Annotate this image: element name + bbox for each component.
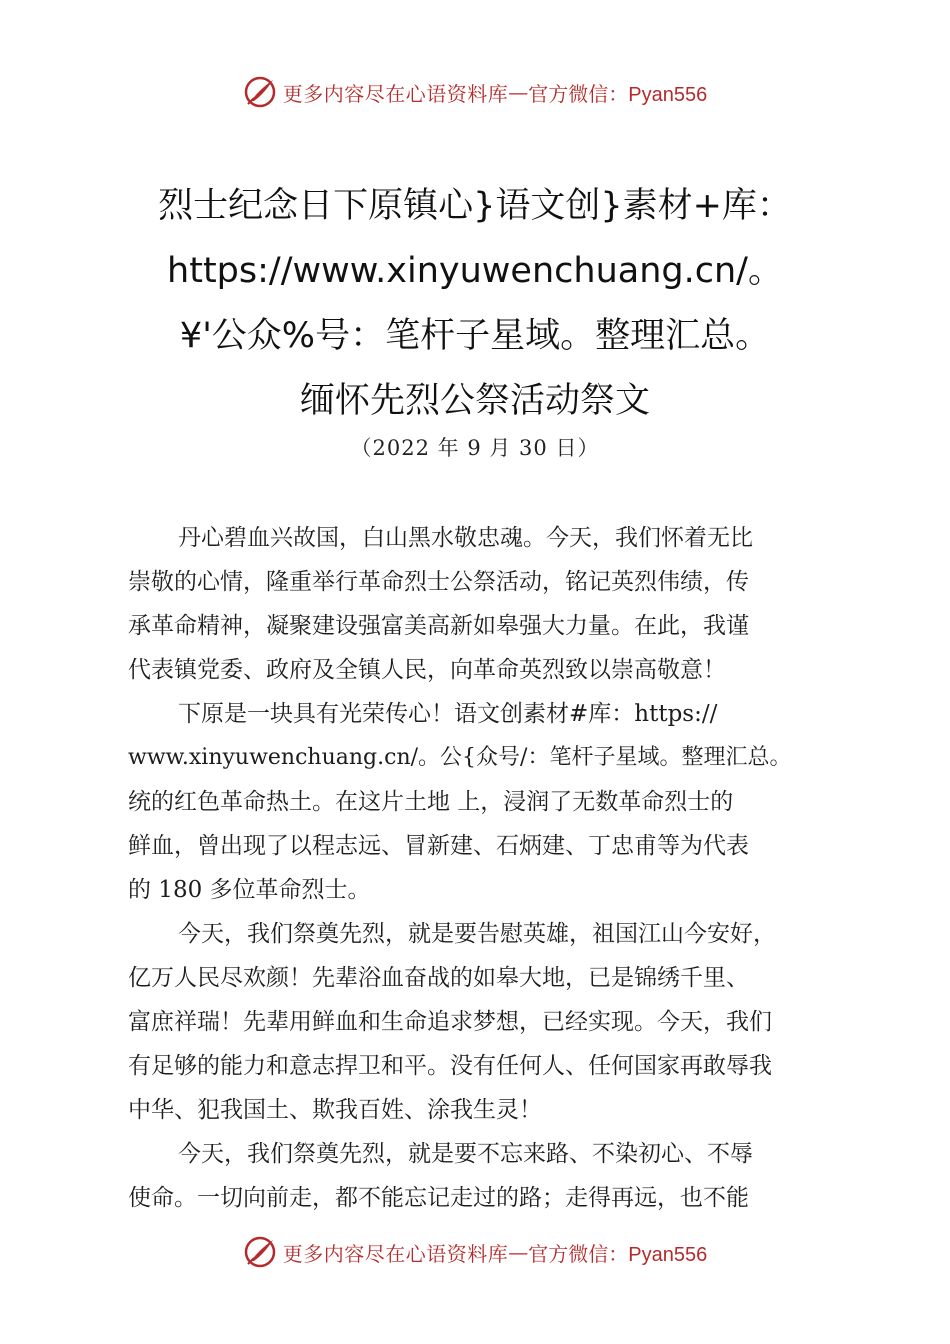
body-line: www.xinyuwenchuang.cn/。公{众号/：笔杆子星域。整理汇总。 bbox=[128, 745, 792, 770]
banner-separator: — bbox=[508, 80, 529, 104]
body-line: 崇敬的心情，隆重举行革命烈士公祭活动，铭记英烈伟绩，传 bbox=[128, 569, 749, 595]
quill-logo-icon bbox=[243, 75, 277, 109]
title-line: 缅怀先烈公祭活动祭文 bbox=[299, 381, 650, 421]
banner-wechat: 官方微信：Pyan556 bbox=[528, 1243, 708, 1266]
title-line: 烈士纪念日下原镇心}语文创}素材+库： bbox=[158, 186, 792, 226]
body-line: 统的红色革命热土。在这片土地 上，浸润了无数革命烈士的 bbox=[128, 789, 734, 815]
banner-wechat: 官方微信：Pyan556 bbox=[528, 83, 708, 106]
body-line: 代表镇党委、政府及全镇人民，向革命英烈致以崇高敬意！ bbox=[128, 657, 726, 683]
document-body bbox=[128, 516, 828, 1220]
body-line: 下原是一块具有光荣传心！语文创素材#库：https:// bbox=[178, 701, 718, 727]
title-line: https://www.xinyuwenchuang.cn/。 bbox=[167, 251, 783, 291]
banner-text: 更多内容尽在心语资料库 bbox=[282, 81, 509, 106]
footer-banner bbox=[0, 1232, 950, 1272]
body-line: 鲜血，曾出现了以程志远、冒新建、石炳建、丁忠甫等为代表 bbox=[128, 833, 749, 859]
body-line: 中华、犯我国土、欺我百姓、涂我生灵！ bbox=[128, 1097, 542, 1123]
body-line: 亿万人民尽欢颜！先辈浴血奋战的如皋大地，已是锦绣千里、 bbox=[128, 965, 749, 991]
document-date: （2022 年 9 月 30 日） bbox=[350, 436, 600, 460]
banner-separator: — bbox=[508, 1240, 529, 1264]
body-line: 今天，我们祭奠先烈，就是要告慰英雄，祖国江山今安好， bbox=[178, 921, 776, 947]
body-line: 的 180 多位革命烈士。 bbox=[128, 877, 371, 903]
title-line: ¥'公众%号：笔杆子星域。整理汇总。 bbox=[179, 316, 771, 356]
banner-text: 更多内容尽在心语资料库 bbox=[282, 1241, 509, 1266]
body-line: 承革命精神，凝聚建设强富美高新如皋强大力量。在此，我谨 bbox=[128, 613, 749, 639]
body-line: 富庶祥瑞！先辈用鲜血和生命追求梦想，已经实现。今天，我们 bbox=[128, 1009, 772, 1035]
quill-logo-icon bbox=[243, 1235, 277, 1269]
document-title bbox=[60, 174, 890, 434]
body-line: 丹心碧血兴故国，白山黑水敬忠魂。今天，我们怀着无比 bbox=[178, 525, 753, 551]
header-banner bbox=[0, 72, 950, 112]
body-line: 今天，我们祭奠先烈，就是要不忘来路、不染初心、不辱 bbox=[178, 1141, 753, 1167]
body-line: 使命。一切向前走，都不能忘记走过的路；走得再远，也不能 bbox=[128, 1185, 749, 1211]
body-line: 有足够的能力和意志捍卫和平。没有任何人、任何国家再敢辱我 bbox=[128, 1053, 772, 1079]
